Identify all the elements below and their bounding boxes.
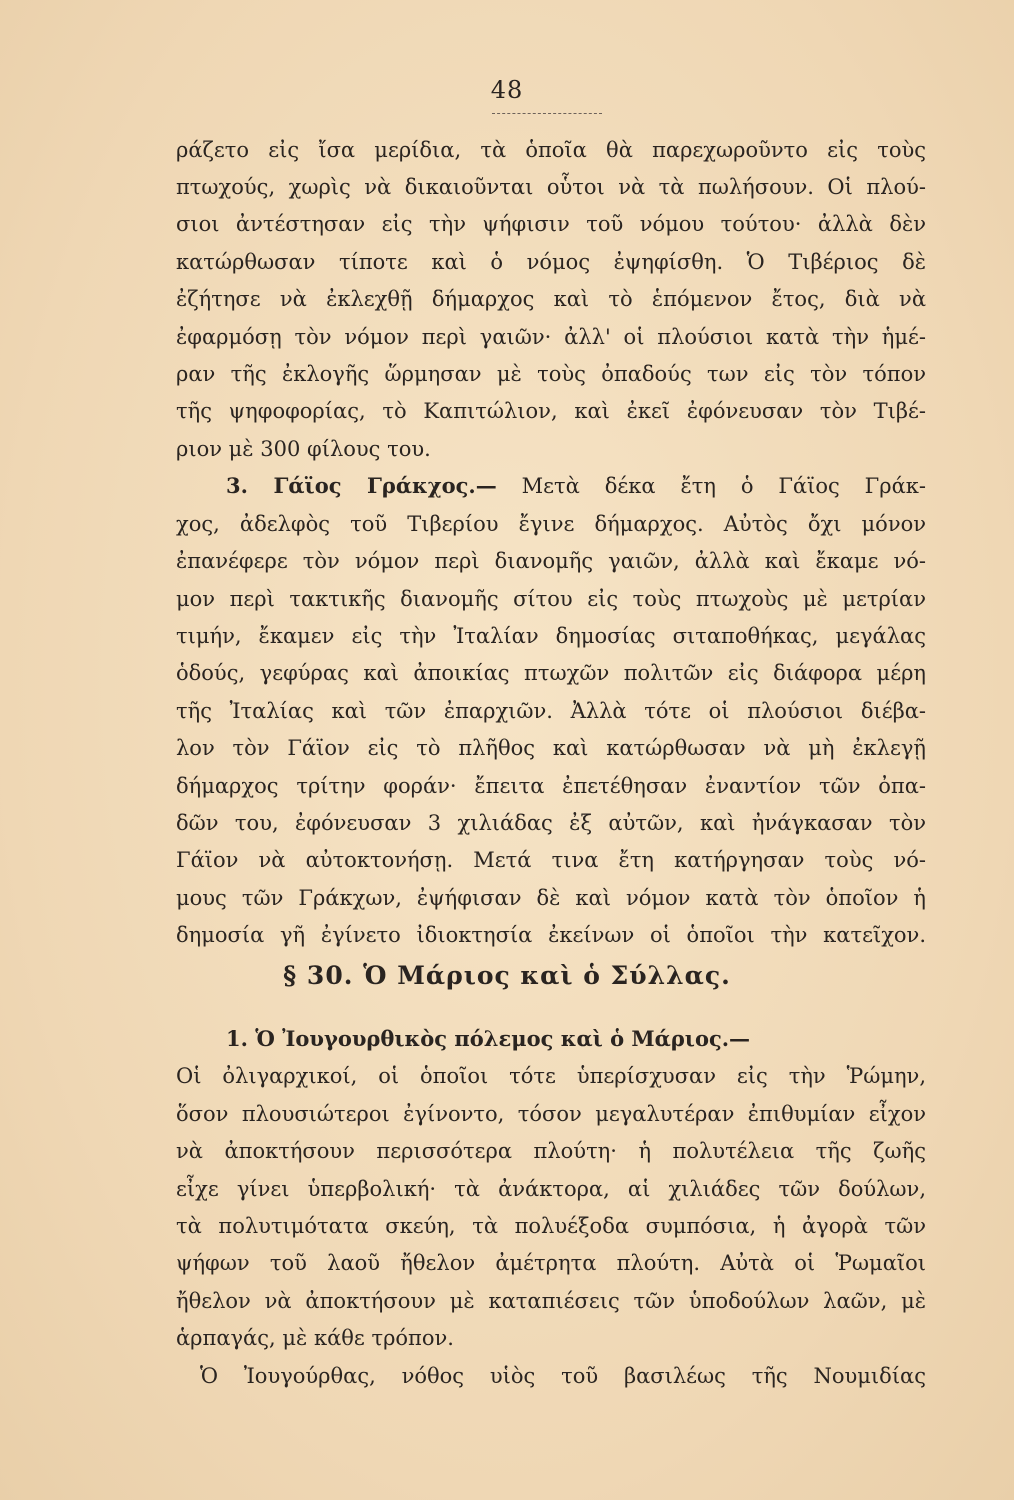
text-line: ράζετο εἰς ἴσα μερίδια, τὰ ὁποῖα θὰ παρεχωροῦντο εἰς τοὺς [176, 138, 926, 162]
text-line: εἶχε γίνει ὑπερβολική· τὰ ἀνάκτορα, αἱ χιλιάδες τῶν δούλων, [176, 1177, 926, 1201]
text-line: ριον μὲ 300 φίλους του. [176, 437, 431, 461]
text-line: δήμαρχος τρίτην φοράν· ἔπειτα ἐπετέθησαν ἐναντίον τῶν ὀπα- [176, 774, 926, 798]
text-line: μον περὶ τακτικῆς διανομῆς σίτου εἰς τοὺς πτωχοὺς μὲ μετρίαν [176, 587, 926, 611]
text-line: ἐζήτησε νὰ ἐκλεχθῇ δήμαρχος καὶ τὸ ἑπόμενον ἔτος, διὰ νὰ [176, 287, 926, 311]
text-line: λον τὸν Γάϊον εἰς τὸ πλῆθος καὶ κατώρθωσαν νὰ μὴ ἐκλεγῇ [176, 736, 926, 760]
text-line: τιμήν, ἔκαμεν εἰς τὴν Ἰταλίαν δημοσίας σιταποθήκας, μεγάλας [176, 624, 926, 648]
text-line: ραν τῆς ἐκλογῆς ὥρμησαν μὲ τοὺς ὀπαδούς των εἰς τὸν τόπον [176, 362, 926, 386]
section-3-first-line [226, 467, 926, 505]
text-line: ἐπανέφερε τὸν νόμον περὶ διανομῆς γαιῶν, ἀλλὰ καὶ ἔκαμε νό- [176, 549, 926, 573]
text-line: δημοσία γῆ ἐγίνετο ἰδιοκτησία ἐκείνων οἱ ὁποῖοι τὴν κατεῖχον. [176, 923, 926, 947]
text-line: δῶν του, ἐφόνευσαν 3 χιλιάδας ἐξ αὐτῶν, καὶ ἠνάγκασαν τὸν [176, 811, 926, 835]
section-1-title: 1. Ὁ Ἰουγουρθικὸς πόλεμος καὶ ὁ Μάριος.— [226, 1026, 751, 1051]
text-line: μους τῶν Γράκχων, ἐψήφισαν δὲ καὶ νόμον κατὰ τὸν ὁποῖον ἡ [176, 886, 926, 910]
text-line: Οἱ ὀλιγαρχικοί, οἱ ὁποῖοι τότε ὑπερίσχυσαν εἰς τὴν Ῥώμην, [176, 1064, 926, 1088]
text-line: νὰ ἀποκτήσουν περισσότερα πλούτη· ἡ πολυτέλεια τῆς ζωῆς [176, 1139, 926, 1163]
chapter-heading: § 30. Ὁ Μάριος καὶ ὁ Σύλλας. [283, 961, 731, 990]
text-line: ἁρπαγάς, μὲ κάθε τρόπον. [176, 1326, 454, 1350]
text-line: ἐφαρμόσῃ τὸν νόμον περὶ γαιῶν· ἀλλ' οἱ πλούσιοι κατὰ τὴν ἡμέ- [176, 325, 926, 349]
text-line: ἤθελον νὰ ἀποκτήσουν μὲ καταπιέσεις τῶν ὑποδούλων λαῶν, μὲ [176, 1289, 926, 1313]
text-line: τῆς Ἰταλίας καὶ τῶν ἐπαρχιῶν. Ἀλλὰ τότε οἱ πλούσιοι διέβα- [176, 699, 926, 723]
text-line: Γάϊον νὰ αὐτοκτονήσῃ. Μετά τινα ἔτη κατήργησαν τοὺς νό- [176, 848, 926, 872]
text-line: ὁδούς, γεφύρας καὶ ἀποικίας πτωχῶν πολιτῶν εἰς διάφορα μέρη [176, 661, 926, 685]
text-line: τὰ πολυτιμότατα σκεύη, τὰ πολυέξοδα συμπόσια, ἡ ἀγορὰ τῶν [176, 1214, 926, 1238]
paragraph-start-line: Ὁ Ἰουγούρθας, νόθος υἱὸς τοῦ βασιλέως τῆς Νουμιδίας [200, 1364, 926, 1388]
text-line: τῆς ψηφοφορίας, τὸ Καπιτώλιον, καὶ ἐκεῖ ἐφόνευσαν τὸν Τιβέ- [176, 399, 926, 423]
text-line: ψήφων τοῦ λαοῦ ἤθελον ἀμέτρητα πλούτη. Αὐτὰ οἱ Ῥωμαῖοι [176, 1251, 926, 1275]
text-line: ὅσον πλουσιώτεροι ἐγίνοντο, τόσον μεγαλυτέραν ἐπιθυμίαν εἶχον [176, 1102, 926, 1126]
text-line: πτωχούς, χωρὶς νὰ δικαιοῦνται οὗτοι νὰ τὰ πωλήσουν. Οἱ πλού- [176, 175, 926, 199]
text-line: χος, ἀδελφὸς τοῦ Τιβερίου ἔγινε δήμαρχος. Αὐτὸς ὄχι μόνον [176, 512, 926, 536]
header-rule [492, 113, 602, 114]
page-number: 48 [490, 76, 524, 104]
text-line: σιοι ἀντέστησαν εἰς τὴν ψήφισιν τοῦ νόμου τούτου· ἀλλὰ δὲν [176, 212, 926, 236]
text-line: κατώρθωσαν τίποτε καὶ ὁ νόμος ἐψηφίσθη. Ὁ Τιβέριος δὲ [176, 250, 926, 274]
section-3-title: 3. Γάϊος Γράκχος.— [226, 473, 497, 498]
section-3-text: Μετὰ δέκα ἔτη ὁ Γάϊος Γράκ- [521, 474, 926, 498]
